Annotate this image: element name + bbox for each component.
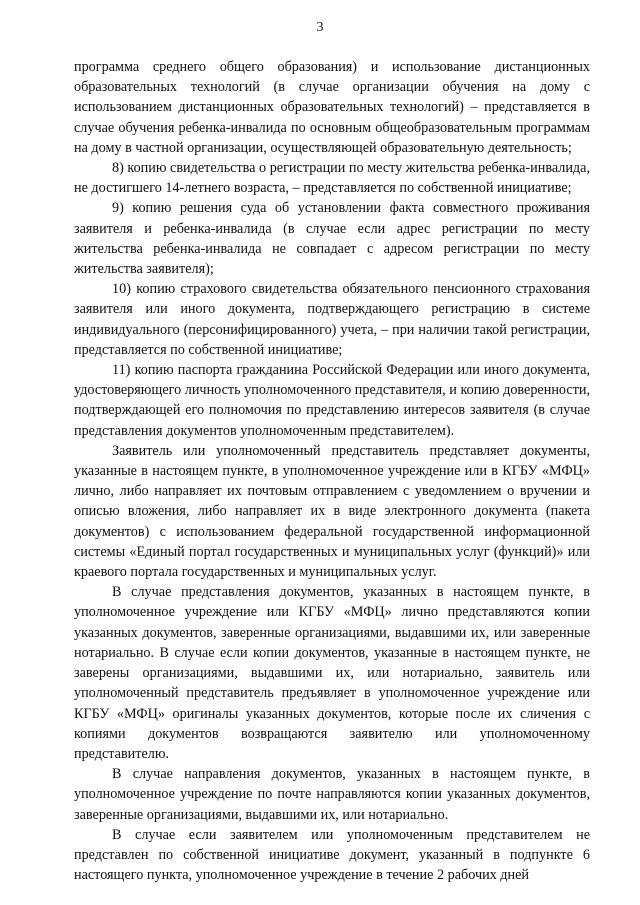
paragraph-in-person: В случае представления документов, указанных в настоящем пункте, в уполномоченное учреждение или КГБУ «МФЦ» лично представляются копии указанных документов, заверенные организациями, выдавшими их, или заверенные нотариально. В случае если копии документов, указанные в настоящем пункте, не заверены организациями, выдавшими их, или нотариально, заявитель или уполномоченный представитель предъявляет в уполномоченное учреждение или КГБУ «МФЦ» оригиналы указанных документов, которые после их сличения с копиями документов возвращаются заявителю или уполномоченному представителю. [74, 584, 590, 762]
paragraph-item-9: 9) копию решения суда об установлении факта совместного проживания заявителя и ребенка-инвалида (в случае если адрес регистрации по месту жительства ребенка-инвалида не совпадает с адресом регистрации по месту жительства заявителя); [74, 200, 590, 278]
page-number: 3 [316, 20, 324, 35]
paragraph-continuation: программа среднего общего образования) и использование дистанционных образовательных технологий (в случае организации обучения на дому с использованием дистанционных образовательных технологий) – представляется в случае обучения ребенка-инвалида по основным общеобразовательным программам на дому в частной организации, осуществляющей образовательную деятельность; [74, 59, 590, 156]
paragraph-item-10: 10) копию страхового свидетельства обязательного пенсионного страхования заявителя или иного документа, подтверждающего регистрацию в системе индивидуального (персонифицированного) учета, – при наличии такой регистрации, представляется по собственной инициативе; [74, 281, 590, 358]
paragraph-item-8: 8) копию свидетельства о регистрации по месту жительства ребенка-инвалида, не достигшего 14-летнего возраста, – представляется по собственной инициативе; [74, 160, 590, 197]
paragraph-submission: Заявитель или уполномоченный представитель представляет документы, указанные в настоящем пункте, в уполномоченное учреждение или в КГБУ «МФЦ» лично, либо направляет их почтовым отправлением с уведомлением о вручении и описью вложения, либо направляет их в виде электронного документа (пакета документов) с использованием федеральной государственной информационной системы «Единый портал государственных и муниципальных услуг (функций)» или краевого портала государственных и муниципальных услуг. [74, 442, 590, 581]
document-body [74, 57, 590, 885]
paragraph-item-11: 11) копию паспорта гражданина Российской Федерации или иного документа, удостоверяющего личность уполномоченного представителя, и копию доверенности, подтверждающей его полномочия по представлению интересов заявителя (в случае представления документов уполномоченным представителем). [74, 362, 590, 439]
paragraph-by-mail: В случае направления документов, указанных в настоящем пункте, в уполномоченное учреждение по почте направляются копии указанных документов, заверенные организациями, выдавшими их, или нотариально. [74, 766, 590, 823]
paragraph-own-initiative: В случае если заявителем или уполномоченным представителем не представлен по собственной инициативе документ, указанный в подпункте 6 настоящего пункта, уполномоченное учреждение в течение 2 рабочих дней [74, 826, 590, 884]
